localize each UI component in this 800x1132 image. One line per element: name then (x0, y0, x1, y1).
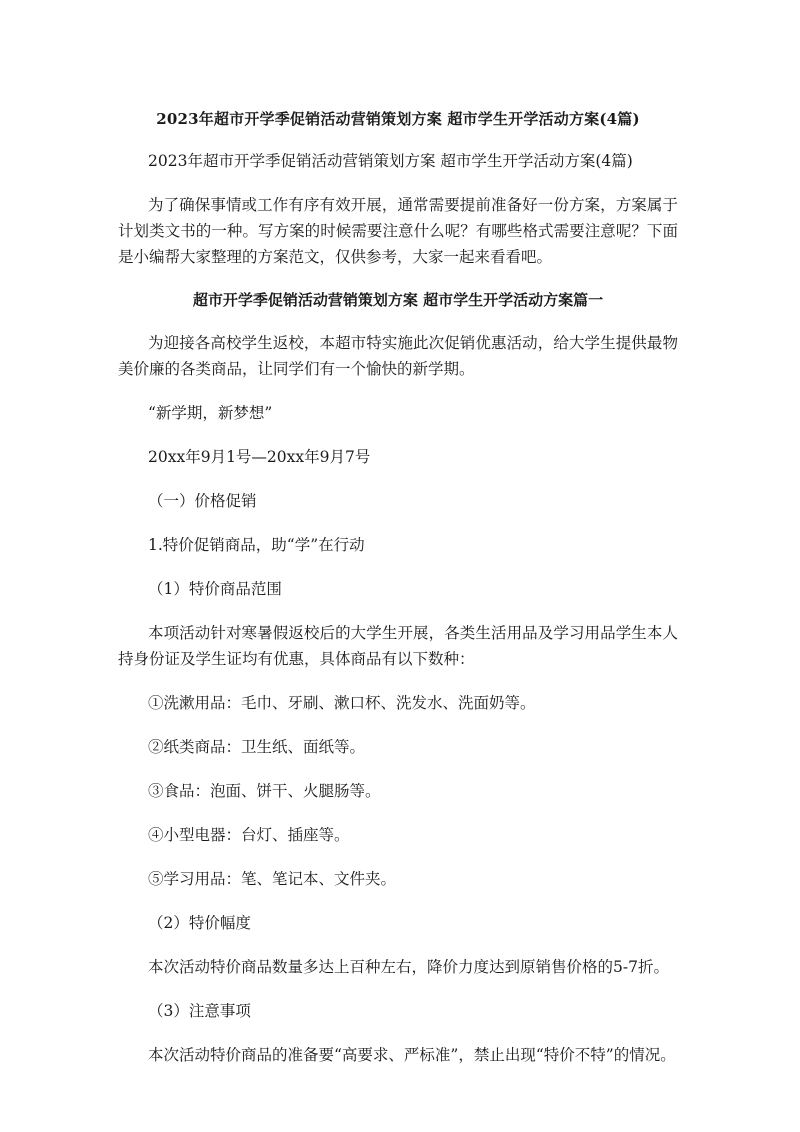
item-label: （3）注意事项 (148, 1002, 251, 1020)
section-heading: 超市开学季促销活动营销策划方案 超市学生开学活动方案篇一 (192, 291, 604, 309)
body-paragraph: 本次活动特价商品数量多达上百种左右，降价力度达到原销售价格的5-7折。 (148, 958, 669, 976)
item-label: （1）特价商品范围 (148, 580, 282, 598)
list-item: ④小型电器：台灯、插座等。 (148, 826, 350, 844)
subsection-label: 1.特价促销商品，助“学”在行动 (148, 536, 365, 554)
body-paragraph: 本项活动针对寒暑假返校后的大学生开展，各类生活用品及学习用品学生本人持身份证及学生证均有优惠，具体商品有以下数种： (118, 624, 678, 668)
list-item: ②纸类商品：卫生纸、面纸等。 (148, 738, 366, 756)
slogan-line: “新学期，新梦想” (148, 404, 273, 422)
date-range-line: 20xx年9月1号—20xx年9月7号 (148, 448, 371, 466)
list-item: ③食品：泡面、饼干、火腿肠等。 (148, 782, 381, 800)
intro-title-repeat: 2023年超市开学季促销活动营销策划方案 超市学生开学活动方案(4篇) (148, 152, 633, 170)
item-label: （2）特价幅度 (148, 914, 251, 932)
list-item: ⑤学习用品：笔、笔记本、文件夹。 (148, 870, 397, 888)
list-item: ①洗漱用品：毛巾、牙刷、漱口杯、洗发水、洗面奶等。 (148, 694, 536, 712)
body-paragraph: 为迎接各高校学生返校，本超市特实施此次促销优惠活动，给大学生提供最物美价廉的各类商品，让同学们有一个愉快的新学期。 (118, 334, 678, 378)
document-title: 2023年超市开学季促销活动营销策划方案 超市学生开学活动方案(4篇) (156, 110, 640, 128)
document-page (118, 108, 678, 1086)
section-label: （一）价格促销 (148, 492, 257, 510)
intro-paragraph: 为了确保事情或工作有序有效开展，通常需要提前准备好一份方案，方案属于计划类文书的一种。写方案的时候需要注意什么呢？有哪些格式需要注意呢？下面是小编帮大家整理的方案范文，仅供参考，大家一起来看看吧。 (118, 196, 678, 266)
body-paragraph: 本次活动特价商品的准备要“高要求、严标准”，禁止出现“特价不特”的情况。 (148, 1046, 676, 1064)
